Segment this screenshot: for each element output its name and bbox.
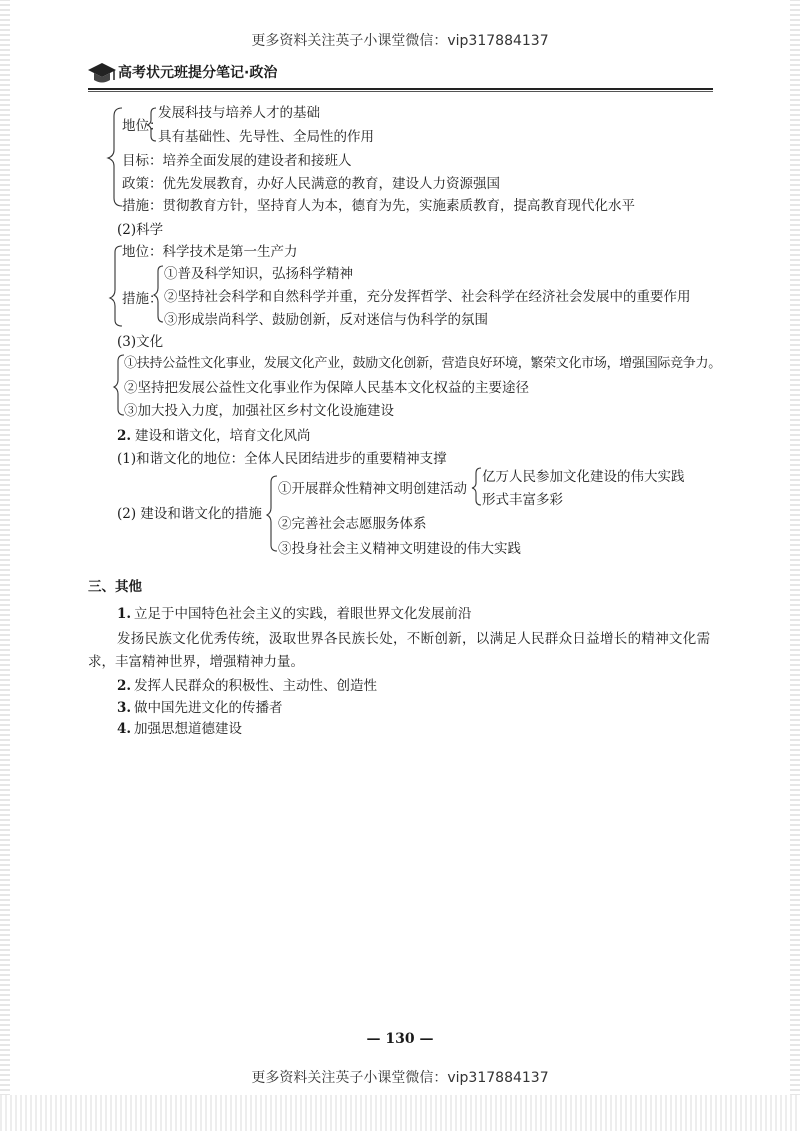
science-measures-label: 措施： (122, 291, 163, 307)
culture-heading: (3)文化 (117, 334, 164, 350)
other-p1-detail-line1: 发扬民族文化优秀传统，汲取世界各民族长处，不断创新，以满足人民群众日益增长的精神文化需 (117, 631, 711, 647)
harmony-status: (1)和谐文化的地位：全体人民团结进步的重要精神支撑 (117, 451, 447, 467)
science-measure-1: ①普及科学知识，弘扬科学精神 (164, 266, 353, 282)
science-measure-2: ②坚持社会科学和自然科学并重，充分发挥哲学、社会科学在经济社会发展中的重要作用 (164, 289, 691, 305)
other-p1-number: 1. (117, 606, 132, 622)
other-p3-number: 3. (117, 700, 132, 716)
scan-edge-right (790, 0, 800, 1131)
brace-harmony-item1 (472, 468, 481, 505)
brace-culture (114, 355, 124, 415)
header-rule-thin (88, 91, 713, 92)
other-p1: 立足于中国特色社会主义的实践，着眼世界文化发展前沿 (134, 606, 472, 622)
scan-edge-left (0, 0, 10, 1131)
harmony-item-1: ①开展群众性精神文明创建活动 (278, 481, 467, 497)
watermark-bottom: 更多资料关注英子小课堂微信：vip317884137 (251, 1070, 549, 1086)
education-status-item-1: 发展科技与培养人才的基础 (158, 105, 320, 121)
education-measures: 措施：贯彻教育方针，坚持育人为本，德育为先，实施素质教育，提高教育现代化水平 (122, 198, 635, 214)
brace-education (108, 108, 122, 206)
other-p4: 加强思想道德建设 (134, 721, 242, 737)
science-status: 地位：科学技术是第一生产力 (122, 244, 298, 260)
education-policy: 政策：优先发展教育，办好人民满意的教育，建设人力资源强国 (122, 176, 500, 192)
page-number: — 130 — (366, 1031, 434, 1047)
harmony-heading-number: 2. (117, 428, 132, 444)
harmony-item-1-sub-2: 形式丰富多彩 (482, 492, 563, 508)
brace-science (110, 246, 122, 326)
culture-item-2: ②坚持把发展公益性文化事业作为保障人民基本文化权益的主要途径 (124, 380, 529, 396)
harmony-item-3: ③投身社会主义精神文明建设的伟大实践 (278, 541, 521, 557)
education-goal: 目标：培养全面发展的建设者和接班人 (122, 153, 352, 169)
education-status-item-2: 具有基础性、先导性、全局性的作用 (158, 129, 374, 145)
culture-item-1: ①扶持公益性文化事业，发展文化产业，鼓励文化创新，营造良好环境，繁荣文化市场，增强国际竞争力。 (124, 356, 721, 371)
other-p2: 发挥人民群众的积极性、主动性、创造性 (134, 678, 377, 694)
other-p1-detail-line2: 求，丰富精神世界，增强精神力量。 (88, 654, 304, 670)
watermark-top: 更多资料关注英子小课堂微信：vip317884137 (251, 33, 549, 49)
brace-harmony-measures (267, 476, 277, 551)
other-p3: 做中国先进文化的传播者 (134, 700, 283, 716)
education-status-label: 地位： (122, 118, 163, 134)
harmony-item-2: ②完善社会志愿服务体系 (278, 516, 427, 532)
other-p2-number: 2. (117, 678, 132, 694)
scan-noise-bottom (0, 1095, 800, 1131)
header-title: 高考状元班提分笔记·政治 (118, 65, 278, 81)
culture-item-3: ③加大投入力度，加强社区乡村文化设施建设 (124, 403, 394, 419)
harmony-heading: 建设和谐文化，培育文化风尚 (135, 428, 311, 444)
other-heading: 三、其他 (88, 579, 142, 595)
mortarboard-icon (86, 58, 118, 88)
science-heading: (2)科学 (117, 222, 164, 238)
harmony-item-1-sub-1: 亿万人民参加文化建设的伟大实践 (482, 469, 685, 485)
header-rule (88, 88, 713, 90)
harmony-measures-label: (2) 建设和谐文化的措施 (117, 506, 262, 522)
science-measure-3: ③形成崇尚科学、鼓励创新，反对迷信与伪科学的氛围 (164, 312, 488, 328)
other-p4-number: 4. (117, 721, 132, 737)
